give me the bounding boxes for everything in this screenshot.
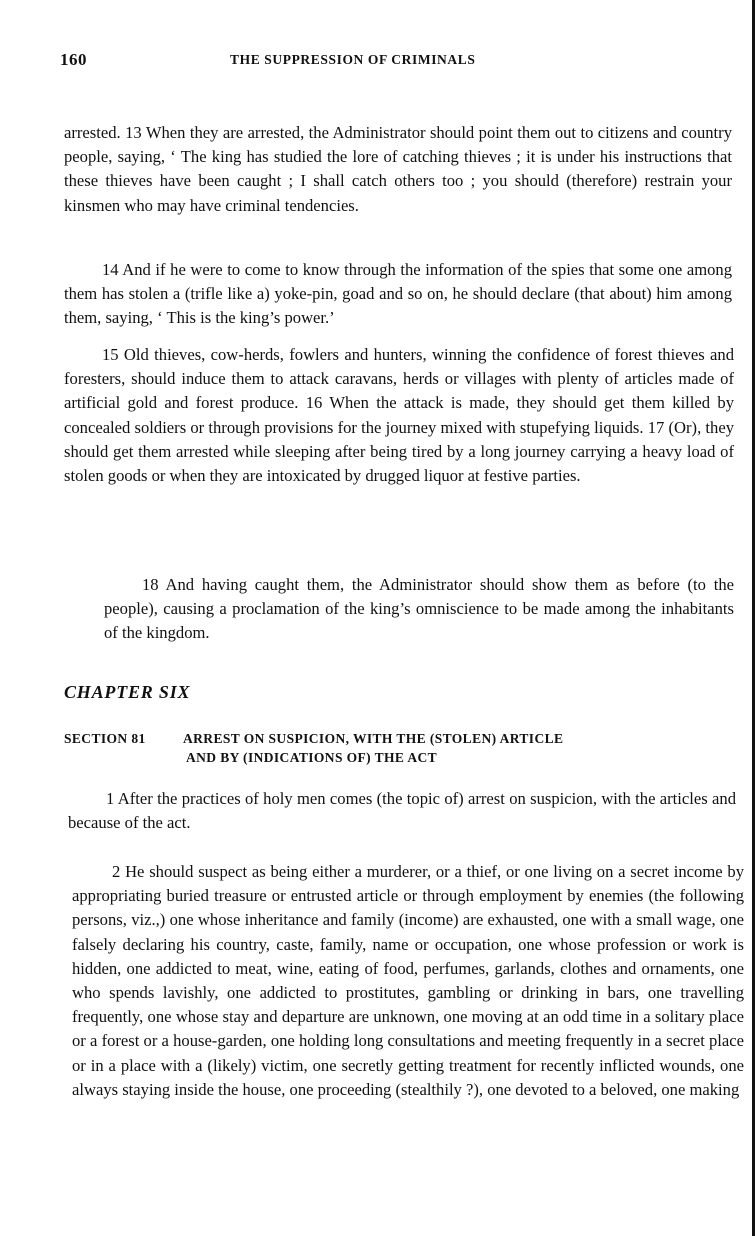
section-title-line-1: ARREST ON SUSPICION, WITH THE (STOLEN) ARTICLE (183, 731, 564, 746)
paragraph-15: 15 Old thieves, cow-herds, fowlers and hunters, winning the confidence of forest thieves and foresters, should induce them to attack caravans, herds or villages with plenty of articles made of artificial gold and forest produce. 16 When the attack is made, they should get them killed by concealed soldiers or through provisions for the journey mixed with stupefying liquids. 17 (Or), they should get them arrested while sleeping after being tired by a long journey carrying a heavy load of stolen goods or when they are intoxicated by drugged liquor at festive parties. (64, 345, 734, 486)
running-title: THE SUPPRESSION OF CRIMINALS (230, 52, 476, 67)
paragraph-18: 18 And having caught them, the Administrator should show them as before (to the people), causing a proclamation of the king’s omniscience to be made among the inhabitants of the kingdom. (104, 575, 734, 643)
chapter-heading: CHAPTER SIX (64, 682, 191, 702)
paragraph-continued: arrested. 13 When they are arrested, the Administrator should point them out to citizens and country people, saying, ‘ The king has studied the lore of catching thieves ; it is under his instructions that these thieves have been caught ; I shall catch others too ; you should (therefore) restrain your kinsmen who may have criminal tendencies. (64, 123, 732, 215)
section-title (183, 729, 703, 767)
paragraph-2: 2 He should suspect as being either a murderer, or a thief, or one living on a secret income by appropriating buried treasure or entrusted article or through employment by enemies (the following persons, viz.,) one whose inheritance and family (income) are exhausted, one with a small wage, one falsely declaring his country, caste, family, name or occupation, one whose profession or work is hidden, one addicted to meat, wine, eating of food, perfumes, garlands, clothes and ornaments, one who spends lavishly, one addicted to prostitutes, gambling or drinking in bars, one travelling frequently, one whose stay and departure are unknown, one moving at an odd time in a solitary place or a forest or a house-garden, one holding long consultations and meeting frequently in a secret place or in a place with a (likely) victim, one secretly getting treatment for recently inflicted wounds, one always staying inside the house, one proceeding (stealthily ?), one devoted to a beloved, one making (72, 862, 744, 1099)
section-label: SECTION 81 (64, 731, 146, 746)
paragraph-1: 1 After the practices of holy men comes (the topic of) arrest on suspicion, with the articles and because of the act. (68, 789, 736, 833)
section-title-line-2: AND BY (INDICATIONS OF) THE ACT (186, 750, 438, 765)
page-number: 160 (60, 50, 87, 69)
paragraph-14: 14 And if he were to come to know through the information of the spies that some one among them has stolen a (trifle like a) yoke-pin, goad and so on, he should declare (that about) him among them, saying, ‘ This is the king’s power.’ (64, 260, 732, 328)
